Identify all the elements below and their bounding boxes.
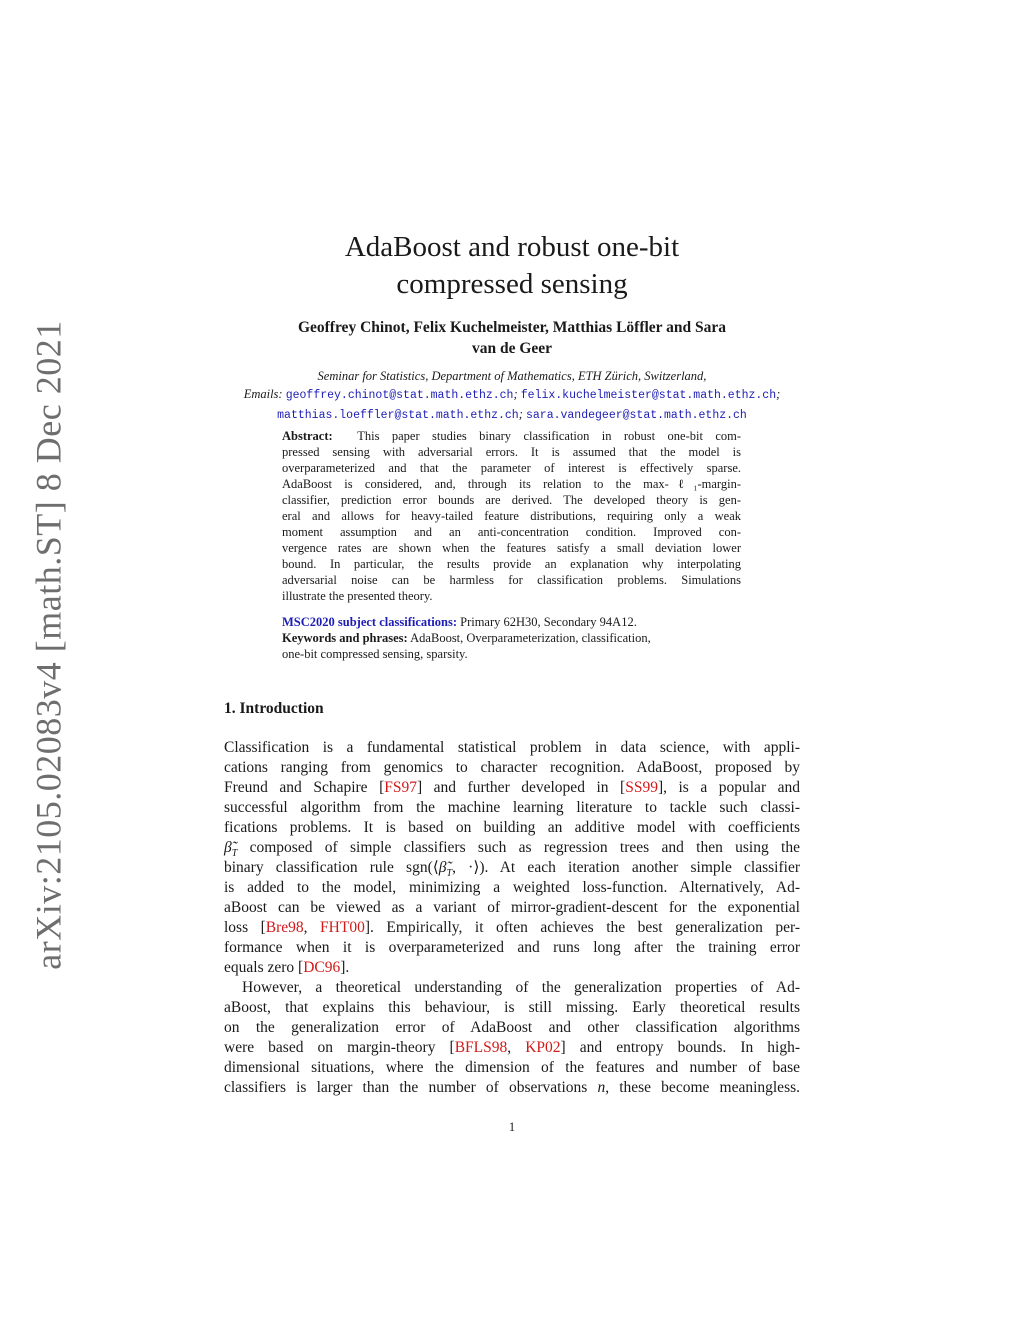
affiliation: Seminar for Statistics, Department of Mathematics, ETH Zürich, Switzerland, xyxy=(317,369,707,383)
abstract-line: vergence rates are shown when the features satisfy a small deviation lower xyxy=(282,541,741,555)
abstract-line: pressed sensing with adversarial errors. It is assumed that the model is xyxy=(282,445,741,459)
authors-line: van de Geer xyxy=(471,340,553,357)
affiliation-block: Seminar for Statistics, Department of Mathematics, ETH Zürich, Switzerland, Emails: geoffrey.chinot@stat.math.ethz.ch; felix.kuchelmeister@stat.math.ethz.ch; matthias.loeffler@stat.math.ethz.ch; sara.vandegeer@stat.math.ethz.ch xyxy=(243,369,781,422)
emails-label: Emails: xyxy=(243,387,283,401)
body-line: equals zero [DC96]. xyxy=(224,959,350,976)
body-line: dimensional situations, where the dimension of the features and number of base xyxy=(224,1059,800,1076)
keywords-line: one-bit compressed sensing, sparsity. xyxy=(282,647,468,661)
msc-codes: Primary 62H30, Secondary 94A12. xyxy=(460,615,637,629)
body-line: loss [Bre98, FHT00]. Empirically, it often achieves the best generalization per- xyxy=(224,919,800,936)
body-line: Freund and Schapire [FS97] and further developed in [SS99], is a popular and xyxy=(224,779,800,796)
email-link[interactable]: geoffrey.chinot@stat.math.ethz.ch xyxy=(285,389,514,402)
abstract-label: Abstract: xyxy=(282,429,333,443)
authors-line: Geoffrey Chinot, Felix Kuchelmeister, Matthias Löffler and Sara xyxy=(297,319,727,336)
msc-link[interactable]: MSC2020 subject classifications: xyxy=(282,615,457,629)
abstract-line: AdaBoost is considered, and, through its relation to the max-ℓ₁-margin- xyxy=(282,477,741,491)
body-line: $\betã_T$ composed of simple classifiers such as regression trees and then using the xyxy=(224,839,800,860)
citation-link[interactable]: KP02 xyxy=(525,1039,561,1056)
body-line: is added to the model, minimizing a weighted loss-function. Alternatively, Ad- xyxy=(224,879,800,896)
abstract-line: classifier, prediction error bounds are derived. The developed theory is gen- xyxy=(282,493,741,507)
email-link[interactable]: matthias.loeffler@stat.math.ethz.ch xyxy=(277,409,519,422)
citation-link[interactable]: FS97 xyxy=(384,779,417,796)
email-link[interactable]: felix.kuchelmeister@stat.math.ethz.ch xyxy=(520,389,777,402)
abstract-line: This paper studies binary classification in robust one-bit com- xyxy=(357,429,741,443)
abstract xyxy=(282,428,741,604)
body-line: were based on margin-theory [BFLS98, KP02] and entropy bounds. In high- xyxy=(224,1039,801,1056)
email-link[interactable]: sara.vandegeer@stat.math.ethz.ch xyxy=(526,409,747,422)
citation-link[interactable]: FHT00 xyxy=(320,919,365,936)
body-line: Classification is a fundamental statistical problem in data science, with appli- xyxy=(224,739,800,756)
abstract-line: moment assumption and an anti-concentration condition. Improved con- xyxy=(282,525,741,539)
body-line: aBoost, that explains this behaviour, is still missing. Early theoretical results xyxy=(224,999,800,1016)
body-line: binary classification rule $sgn(⟨\betã_T$, ·⟩). At each iteration another simple classifier xyxy=(224,859,800,880)
keywords-label: Keywords and phrases: xyxy=(282,631,408,645)
body-line: classifiers is larger than the number of observations n, these become meaningless. xyxy=(224,1079,801,1096)
paper-title xyxy=(224,229,800,303)
arxiv-identifier-stamp xyxy=(24,320,74,970)
body-line: However, a theoretical understanding of the generalization properties of Ad- xyxy=(242,979,800,996)
body-line: successful algorithm from the machine learning literature to tackle such classi- xyxy=(224,799,800,816)
citation-link[interactable]: SS99 xyxy=(625,779,658,796)
body-line: fications problems. It is based on building an additive model with coefficients xyxy=(224,819,800,836)
abstract-line: overparameterized and that the parameter of interest is effectively sparse. xyxy=(282,461,741,475)
arxiv-stamp-text: arXiv:2105.02083v4 [math.ST] 8 Dec 2021 xyxy=(29,320,69,970)
title-line: compressed sensing xyxy=(396,268,628,300)
abstract-line: illustrate the presented theory. xyxy=(282,589,433,603)
abstract-line: adversarial noise can be harmless for classification problems. Simulations xyxy=(282,573,741,587)
citation-link[interactable]: Bre98 xyxy=(265,919,304,936)
section-heading: 1. Introduction xyxy=(224,700,324,717)
author-list xyxy=(224,317,800,359)
page-number: 1 xyxy=(508,1120,516,1134)
introduction-body xyxy=(224,738,800,1098)
body-line: on the generalization error of AdaBoost and other classification algorithms xyxy=(224,1019,800,1036)
body-line: formance when it is overparameterized and runs long after the training error xyxy=(224,939,800,956)
classification-block xyxy=(282,614,741,662)
abstract-line: eral and allows for heavy-tailed feature distributions, requiring only a weak xyxy=(282,509,741,523)
keywords-line: AdaBoost, Overparameterization, classification, xyxy=(410,631,651,645)
abstract-line: bound. In particular, the results provide an explanation why interpolating xyxy=(282,557,741,571)
citation-link[interactable]: BFLS98 xyxy=(454,1039,508,1056)
title-line: AdaBoost and robust one-bit xyxy=(344,231,680,263)
body-line: cations ranging from genomics to character recognition. AdaBoost, proposed by xyxy=(224,759,800,776)
citation-link[interactable]: DC96 xyxy=(303,959,341,976)
body-line: aBoost can be viewed as a variant of mirror-gradient-descent for the exponential xyxy=(224,899,800,916)
